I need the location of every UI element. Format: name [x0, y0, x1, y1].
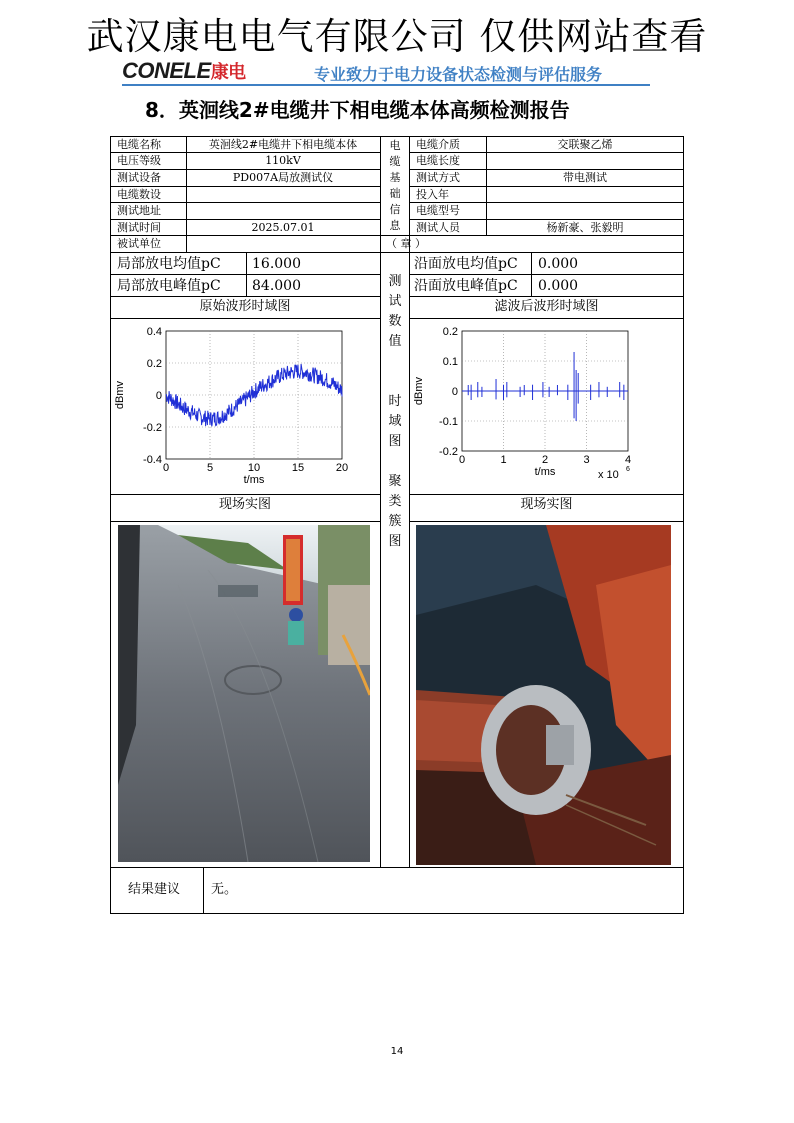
conele-logo: CONELE康电 — [122, 58, 246, 83]
surface-mean-value: 0.000 — [538, 256, 579, 272]
x-multiplier-exponent: 6 — [626, 466, 630, 473]
y-tick-label: -0.1 — [439, 416, 458, 428]
y-axis-label: dBmv — [413, 376, 425, 406]
raw-waveform-chart — [111, 319, 379, 493]
y-tick-label: 0.1 — [442, 356, 458, 368]
test-unit-label: 被试单位 — [117, 237, 161, 250]
x-axis-label: t/ms — [243, 474, 265, 486]
y-tick-label: -0.2 — [143, 422, 162, 434]
y-tick-label: 0 — [155, 390, 162, 402]
filtered-waveform-chart — [410, 319, 683, 493]
info-value: 带电测试 — [563, 171, 607, 184]
info-value: 2025.07.01 — [251, 221, 315, 234]
x-axis-label: t/ms — [534, 466, 556, 478]
y-tick-label: 0.2 — [146, 358, 162, 370]
info-value: 交联聚乙烯 — [557, 138, 613, 151]
grid-line — [246, 252, 247, 296]
info-label: 电缆介质 — [416, 138, 460, 151]
y-tick-label: 0 — [451, 386, 458, 398]
surface-peak-value: 0.000 — [538, 278, 579, 294]
pd-mean-label: 局部放电均值pC — [117, 256, 221, 272]
raw-waveform-title: 原始波形时域图 — [199, 299, 291, 314]
info-value: 110kV — [265, 154, 301, 167]
surface-mean-label: 沿面放电均值pC — [414, 256, 518, 272]
site-photo-title-left: 现场实图 — [218, 497, 271, 512]
x-tick-label: 5 — [206, 462, 214, 474]
result-value: 无。 — [211, 882, 238, 897]
test-unit-seal: （ 章 ） — [386, 237, 426, 250]
y-tick-label: 0.4 — [146, 326, 162, 338]
x-tick-label: 0 — [162, 462, 170, 474]
x-tick-label: 2 — [541, 454, 549, 466]
info-value: PD007A局放测试仪 — [232, 171, 334, 184]
x-tick-label: 0 — [458, 454, 466, 466]
measurement-section-label: 测 试 数 值 时 域 图 聚 类 簇 图 — [388, 274, 402, 549]
grid-line — [531, 252, 532, 296]
info-value: 英洄线2#电缆井下相电缆本体 — [208, 138, 358, 151]
info-label: 电缆数设 — [117, 188, 161, 201]
grid-line — [110, 867, 684, 868]
banner-watermark: 武汉康电电气有限公司 仅供网站查看 — [86, 15, 708, 58]
pd-mean-value: 16.000 — [252, 256, 301, 272]
x-tick-label: 10 — [247, 462, 261, 474]
info-label: 测试方式 — [416, 171, 460, 184]
surface-peak-label: 沿面放电峰值pC — [414, 278, 518, 294]
y-axis-label: dBmv — [114, 380, 126, 410]
slogan: 专业致力于电力设备状态检测与评估服务 — [314, 65, 603, 84]
y-tick-label: 0.2 — [442, 326, 458, 338]
site-photo-title-right: 现场实图 — [520, 497, 573, 512]
cable-basic-info-label: 电 缆 基 础 信 息 — [389, 139, 401, 232]
grid-line — [110, 521, 380, 522]
filtered-waveform-title: 滤波后波形时域图 — [494, 299, 599, 314]
info-label: 投入年 — [416, 188, 449, 201]
y-tick-label: -0.2 — [439, 446, 458, 458]
info-label: 测试设备 — [117, 171, 161, 184]
header-divider — [122, 84, 650, 86]
grid-line — [409, 186, 684, 187]
info-value: 杨新豪、张毅明 — [546, 221, 624, 234]
report-title: 8．英洄线2#电缆井下相电缆本体高频检测报告 — [145, 98, 570, 122]
grid-line — [203, 867, 204, 914]
x-multiplier-label: x 10 — [598, 469, 619, 481]
info-label: 测试地址 — [117, 204, 161, 217]
street-site-photo — [118, 525, 370, 862]
info-label: 电缆名称 — [117, 138, 161, 151]
pd-peak-value: 84.000 — [252, 278, 301, 294]
x-tick-label: 1 — [500, 454, 507, 466]
x-tick-label: 15 — [291, 462, 305, 474]
x-tick-label: 4 — [624, 454, 632, 466]
pd-peak-label: 局部放电峰值pC — [117, 278, 221, 294]
info-label: 电缆型号 — [416, 204, 460, 217]
x-tick-label: 20 — [335, 462, 349, 474]
page-number: 14 — [390, 1046, 404, 1057]
info-label: 电压等级 — [117, 154, 161, 167]
x-tick-label: 3 — [583, 454, 590, 466]
info-label: 电缆长度 — [416, 154, 460, 167]
cable-sensor-photo — [416, 525, 671, 865]
grid-line — [409, 521, 684, 522]
y-tick-label: -0.4 — [143, 454, 162, 466]
info-label: 测试时间 — [117, 221, 161, 234]
result-label: 结果建议 — [128, 882, 181, 897]
info-label: 测试人员 — [416, 221, 460, 234]
